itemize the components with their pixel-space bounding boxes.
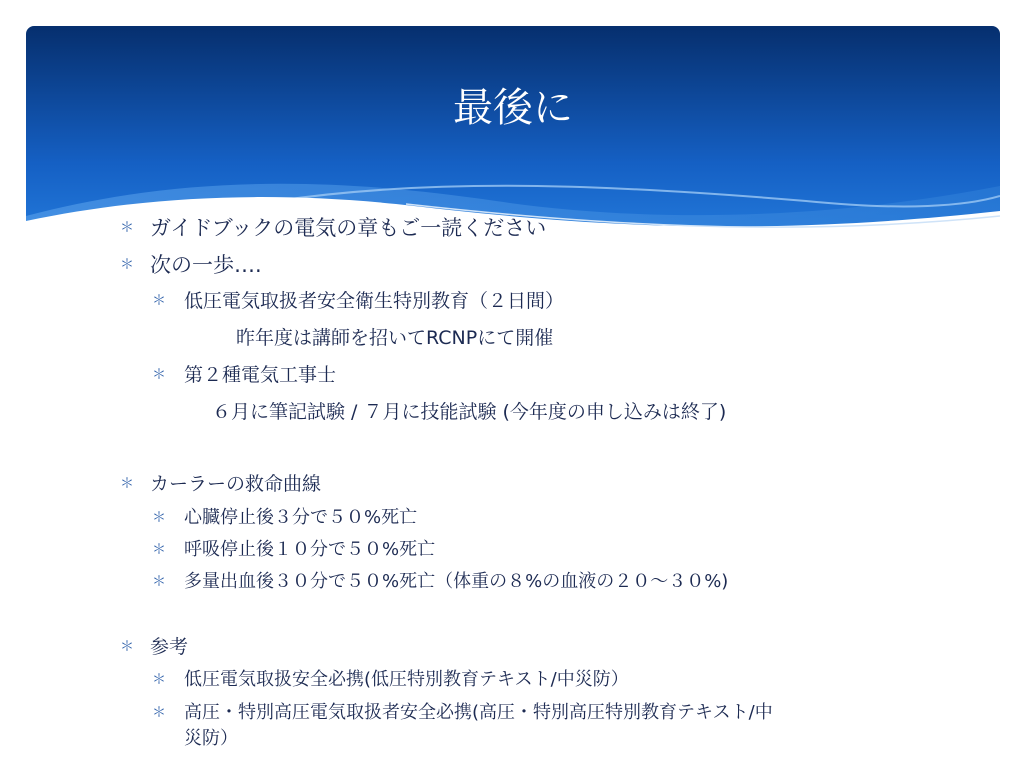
list-item-text: 低圧電気取扱安全必携(低圧特別教育テキスト/中災防）	[184, 669, 629, 690]
bullet-asterisk-icon: ＊	[120, 639, 134, 655]
list-item-text: ガイドブックの電気の章もご一読ください	[150, 216, 547, 240]
bullet-asterisk-icon: ＊	[120, 257, 134, 273]
list-item-text: ６月に筆記試験 / ７月に技能試験 (今年度の申し込みは終了)	[212, 401, 727, 423]
list-item-text: 昨年度は講師を招いてRCNPにて開催	[236, 327, 554, 349]
bullet-asterisk-icon: ＊	[120, 220, 134, 236]
list-item-text: 高圧・特別高圧電気取扱者安全必携(高圧・特別高圧特別教育テキスト/中	[184, 702, 773, 723]
bullet-asterisk-icon: ＊	[152, 293, 166, 309]
list-item-text: 多量出血後３０分で５０%死亡（体重の８%の血液の２０～３０%)	[184, 571, 729, 592]
list-item-text: 低圧電気取扱者安全衛生特別教育（２日間）	[184, 290, 565, 312]
list-item-text: 呼吸停止後１０分で５０%死亡	[184, 539, 436, 560]
bullet-asterisk-icon: ＊	[152, 510, 166, 526]
bullet-asterisk-icon: ＊	[152, 705, 166, 721]
bullet-asterisk-icon: ＊	[120, 476, 134, 492]
list-item-text: 第２種電気工事士	[184, 364, 337, 386]
bullet-asterisk-icon: ＊	[152, 542, 166, 558]
bullet-asterisk-icon: ＊	[152, 672, 166, 688]
list-item-text: カーラーの救命曲線	[150, 473, 322, 495]
list-item-text: 心臓停止後３分で５０%死亡	[184, 507, 418, 528]
slide-title: 最後に	[453, 85, 573, 131]
list-item-text: 参考	[150, 636, 189, 658]
list-item-text: 災防）	[184, 728, 238, 749]
bullet-asterisk-icon: ＊	[152, 574, 166, 590]
list-item-text: 次の一歩….	[150, 253, 262, 277]
bullet-asterisk-icon: ＊	[152, 367, 166, 383]
